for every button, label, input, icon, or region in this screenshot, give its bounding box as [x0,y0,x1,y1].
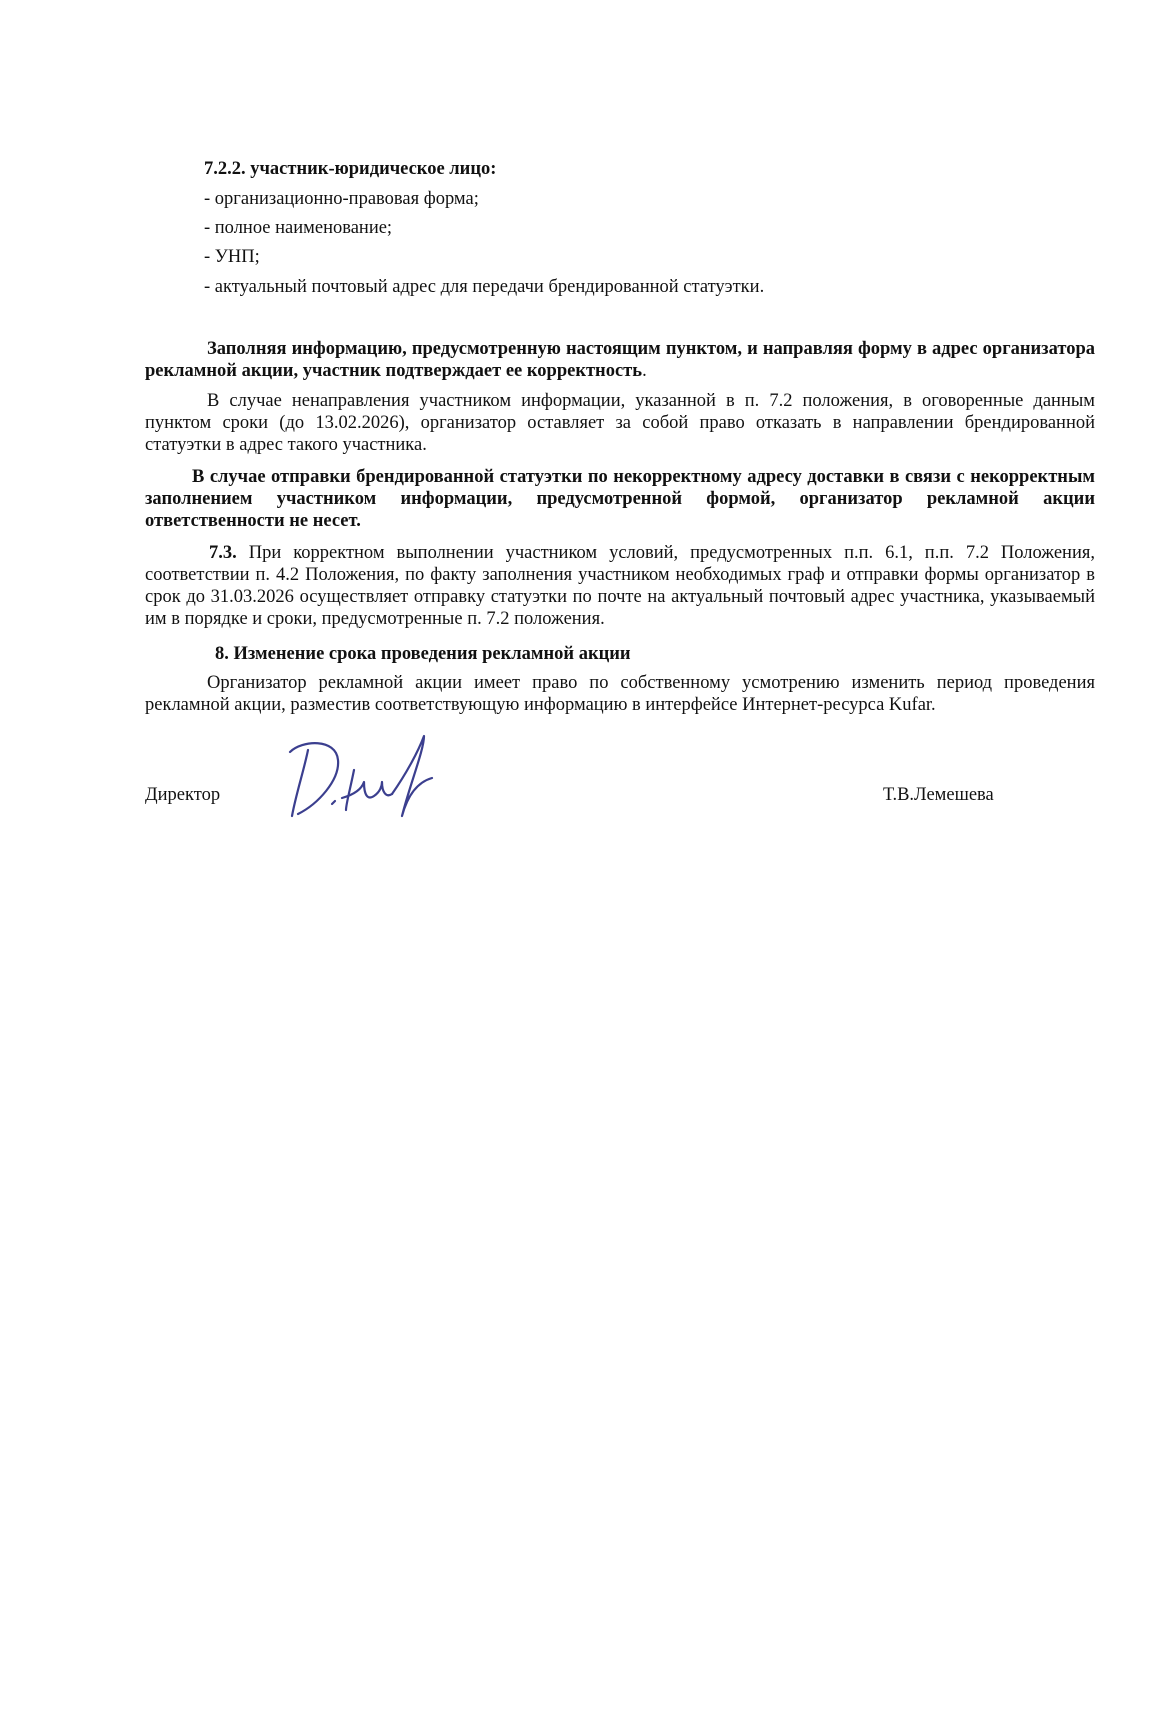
non-submission-paragraph: В случае ненаправления участником информации, указанной в п. 7.2 положения, в оговоренные данным пунктом сроки (до 13.02.2026), организатор оставляет за собой право отказать в направлении брендированной статуэтки в адрес такого участника. [145,391,1095,455]
signature-stroke-l [342,770,392,810]
handwritten-signature [284,730,444,822]
signatory-name: Т.В.Лемешева [883,785,994,805]
confirmation-period: . [642,361,647,381]
section-8-paragraph: Организатор рекламной акции имеет право по собственному усмотрению изменить период проведения рекламной акции, разместив соответствующую информацию в интерфейсе Интернет-ресурса Kufar. [145,673,1095,715]
section-722-item-3: - УНП; [204,247,260,267]
signature-stroke-flourish [392,736,432,816]
section-722-item-1: - организационно-правовая форма; [204,189,479,209]
confirmation-text: Заполняя информацию, предусмотренную настоящим пунктом, и направляя форму в адрес организатора рекламной акции, участник подтверждает ее корректность [145,339,1095,381]
section-722-item-4: - актуальный почтовый адрес для передачи брендированной статуэтки. [204,277,765,297]
section-73-paragraph [145,542,1095,630]
section-722-heading: 7.2.2. участник-юридическое лицо: [204,159,497,179]
section-73-number: 7.3. [209,543,237,563]
director-label: Директор [145,785,221,805]
section-722-item-2: - полное наименование; [204,218,393,238]
confirmation-paragraph [145,338,1095,382]
section-8-heading: 8. Изменение срока проведения рекламной акции [215,644,631,664]
liability-paragraph: В случае отправки брендированной статуэтки по некорректному адресу доставки в связи с некорректным заполнением участником информации, предусмотренной формой, организатор рекламной акции ответственности не несет. [145,467,1095,531]
signature-stroke-d [290,743,338,816]
section-73-text: При корректном выполнении участником условий, предусмотренных п.п. 6.1, п.п. 7.2 Положения, соответствии п. 4.2 Положения, по факту заполнения участником необходимых граф и отправки формы организатор в срок до 31.03.2026 осуществляет отправку статуэтки по почте на актуальный почтовый адрес участника, указываемый им в порядке и сроки, предусмотренные п. 7.2 положения. [145,543,1095,629]
signature-stroke-dot [332,801,335,804]
